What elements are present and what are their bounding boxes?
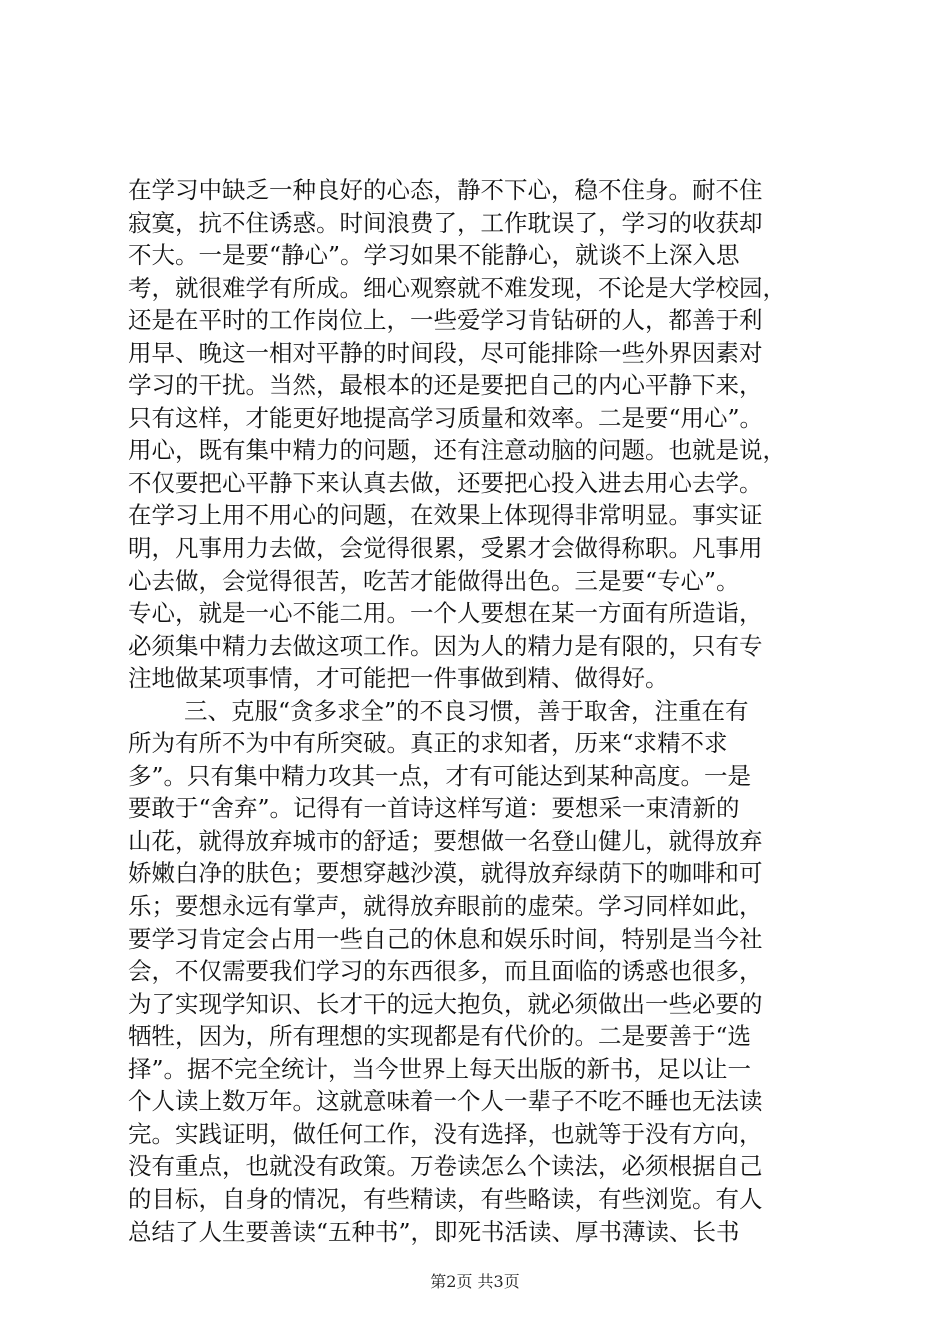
text-line: 没有重点，也就没有政策。万卷读怎么个读法，必须根据自己 — [128, 1152, 763, 1181]
text-line: 要敢于“舍弃”。记得有一首诗这样写道：要想采一束清新的 — [128, 794, 740, 823]
text-line: 用早、晚这一相对平静的时间段，尽可能排除一些外界因素对 — [128, 338, 763, 367]
text-line: 择”。据不完全统计，当今世界上每天出版的新书，足以让一 — [128, 1054, 752, 1083]
text-line: 会，不仅需要我们学习的东西很多，而且面临的诱惑也很多， — [128, 957, 763, 986]
text-line: 娇嫩白净的肤色；要想穿越沙漠，就得放弃绿荫下的咖啡和可 — [128, 859, 763, 888]
text-line: 必须集中精力去做这项工作。因为人的精力是有限的，只有专 — [128, 631, 763, 660]
text-line: 山花，就得放弃城市的舒适；要想做一名登山健儿，就得放弃 — [128, 826, 763, 855]
text-line: 考，就很难学有所成。细心观察就不难发现，不论是大学校园， — [128, 273, 786, 302]
text-line: 总结了人生要善读“五种书”，即死书活读、厚书薄读、长书 — [128, 1217, 740, 1246]
text-line: 用心，既有集中精力的问题，还有注意动脑的问题。也就是说， — [128, 436, 786, 465]
text-line: 多”。只有集中精力攻其一点，才有可能达到某种高度。一是 — [128, 761, 752, 790]
text-line: 不大。一是要“静心”。学习如果不能静心，就谈不上深入思 — [128, 241, 740, 270]
text-line: 乐；要想永远有掌声，就得放弃眼前的虚荣。学习同样如此， — [128, 892, 763, 921]
text-line: 在学习中缺乏一种良好的心态，静不下心，稳不住身。耐不住 — [128, 176, 763, 204]
body-text — [128, 174, 828, 1248]
text-line: 心去做，会觉得很苦，吃苦才能做得出色。三是要“专心”。 — [128, 566, 740, 595]
text-line: 的目标，自身的情况，有些精读，有些略读，有些浏览。有人 — [128, 1184, 763, 1213]
text-line: 为了实现学知识、长才干的远大抱负，就必须做出一些必要的 — [128, 989, 763, 1018]
text-line: 学习的干扰。当然，最根本的还是要把自己的内心平静下来， — [128, 371, 763, 400]
text-line: 三、克服“贪多求全”的不良习惯，善于取舍，注重在有 — [184, 696, 749, 725]
text-line: 个人读上数万年。这就意味着一个人一辈子不吃不睡也无法读 — [128, 1087, 763, 1116]
text-line: 不仅要把心平静下来认真去做，还要把心投入进去用心去学。 — [128, 468, 763, 497]
page-footer: 第2页 共3页 — [430, 1272, 520, 1291]
text-line: 在学习上用不用心的问题，在效果上体现得非常明显。事实证 — [128, 501, 763, 530]
text-line: 明，凡事用力去做，会觉得很累，受累才会做得称职。凡事用 — [128, 534, 763, 563]
text-line: 所为有所不为中有所突破。真正的求知者，历来“求精不求 — [128, 729, 728, 758]
text-line: 还是在平时的工作岗位上，一些爱学习肯钻研的人，都善于利 — [128, 306, 763, 335]
text-line: 要学习肯定会占用一些自己的休息和娱乐时间，特别是当今社 — [128, 924, 763, 953]
text-line: 寂寞，抗不住诱惑。时间浪费了，工作耽误了，学习的收获却 — [128, 208, 763, 237]
text-line: 完。实践证明，做任何工作，没有选择，也就等于没有方向， — [128, 1119, 763, 1148]
text-line: 专心，就是一心不能二用。一个人要想在某一方面有所造诣， — [128, 599, 763, 628]
text-line: 只有这样，才能更好地提高学习质量和效率。二是要“用心”。 — [128, 403, 764, 432]
text-line: 牺牲，因为，所有理想的实现都是有代价的。二是要善于“选 — [128, 1022, 752, 1051]
text-line: 注地做某项事情，才可能把一件事做到精、做得好。 — [128, 664, 669, 693]
